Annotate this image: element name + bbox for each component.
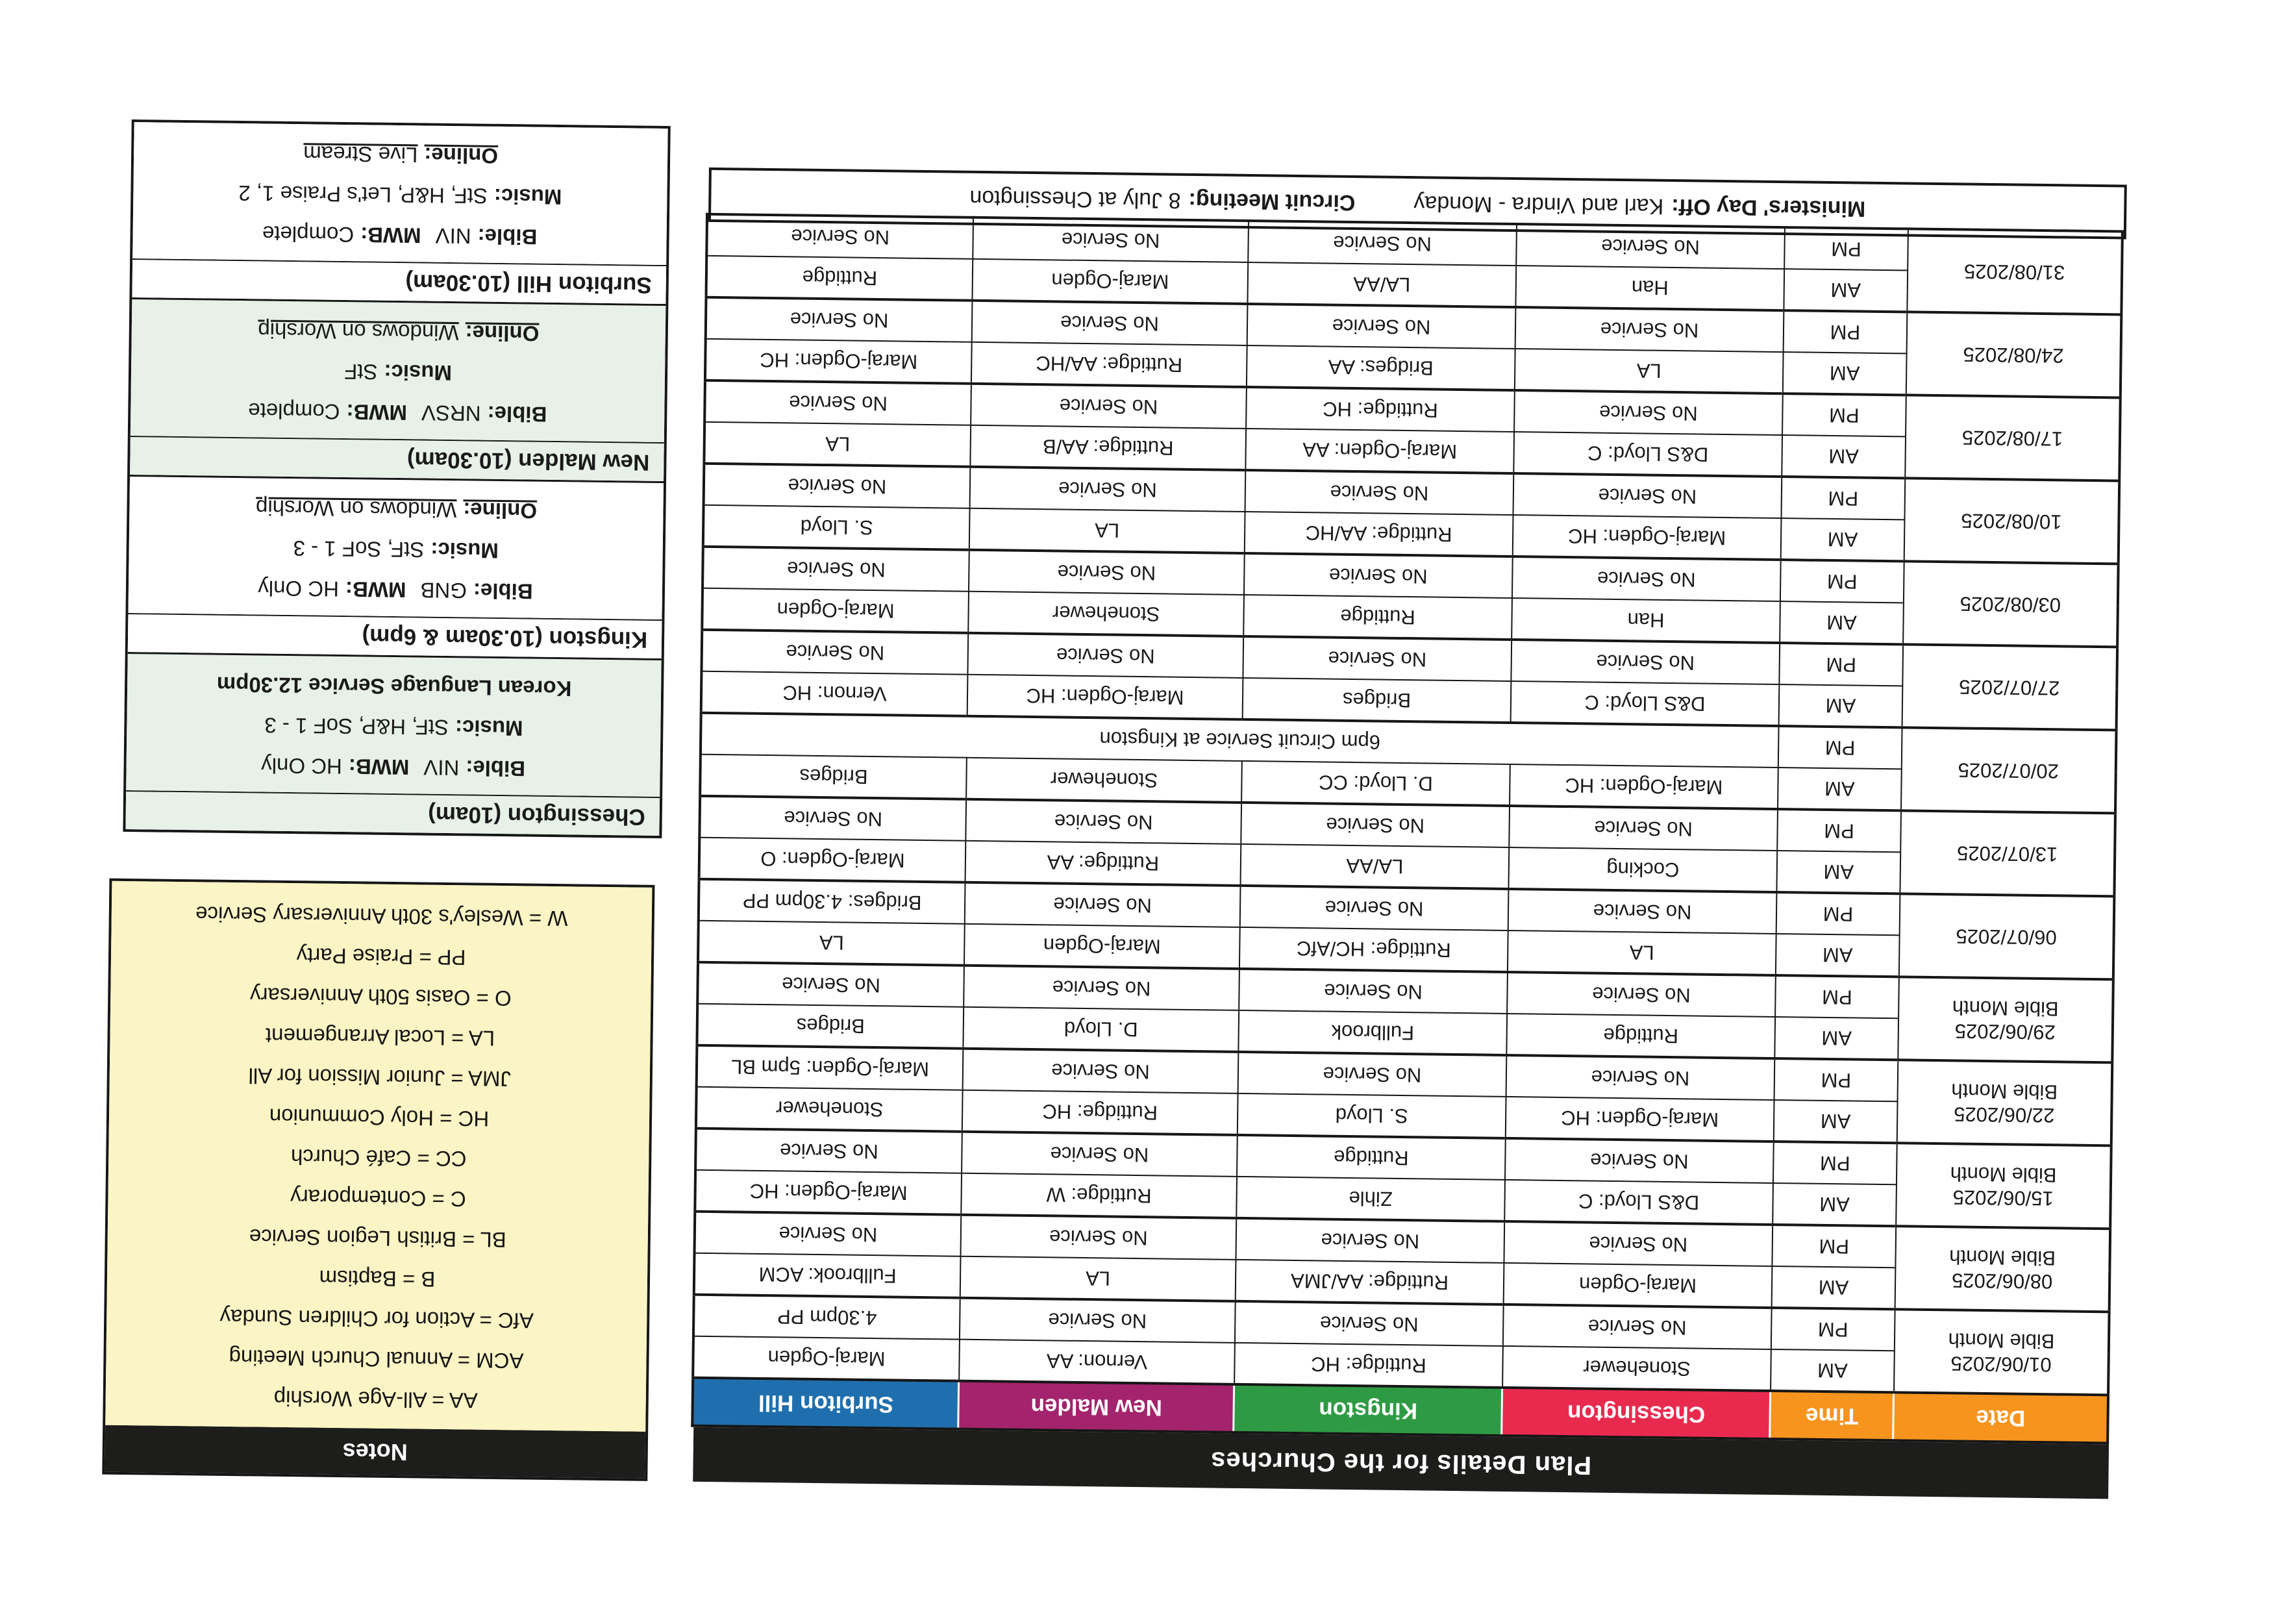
service-cell: Vernon: HC	[701, 671, 968, 716]
online-line: Online:Live Stream	[303, 142, 499, 168]
service-cell: Ruttidge: AA/HC	[1245, 512, 1513, 556]
service-cell: No Service	[972, 301, 1248, 345]
service-cell: Maraj-Ogden: AA	[1245, 429, 1514, 473]
time-cell: PM	[1772, 1225, 1896, 1268]
service-cell: Ruttidge: AA	[965, 841, 1241, 886]
date-block	[693, 1295, 2109, 1395]
note-item: ACM = Annual Church Meeting	[229, 1345, 524, 1373]
bible-line: Bible:NIVMWB:HC Only	[260, 753, 526, 781]
circuit-service-cell: 6pm Circuit Service at Kingston	[701, 713, 1779, 768]
service-cell: No Service	[1515, 307, 1784, 352]
time-cell: PM	[1773, 1142, 1897, 1184]
service-cell: No Service	[697, 962, 964, 1007]
ministers-day-off-value: Karl and Vindra - Monday	[1413, 191, 1664, 219]
service-cell: Ruttidge: HC	[962, 1090, 1238, 1135]
service-cell: Ruttidge	[1506, 1014, 1775, 1058]
service-cell: Stonehewer	[966, 758, 1242, 803]
date-block	[699, 796, 2115, 897]
bible-line: Bible:NRSVMWB:Complete	[248, 399, 547, 427]
plan-table	[691, 213, 2124, 1445]
date-block	[694, 1212, 2110, 1312]
service-cell: LA	[969, 508, 1245, 553]
service-cell: S. Lloyd	[1238, 1093, 1506, 1138]
date-block	[702, 547, 2118, 647]
time-cell: AM	[1773, 1183, 1897, 1226]
time-cell: PM	[1784, 310, 1908, 353]
date-block	[697, 962, 2113, 1063]
service-cell: Stonehewer	[1502, 1346, 1771, 1391]
service-cell: D&S Lloyd: C	[1504, 1180, 1773, 1225]
music-line: Music:StF, SoF 1 - 3	[293, 536, 499, 563]
note-item: BL = British Legion Service	[249, 1225, 506, 1253]
col-header-kingston: Kingston	[1234, 1384, 1502, 1436]
service-cell: No Service	[1235, 1301, 1504, 1346]
time-cell: PM	[1784, 227, 1908, 270]
service-cell: D&S Lloyd: C	[1513, 432, 1782, 477]
date-block	[700, 713, 2116, 814]
circuit-meeting-value: 8 July at Chessington	[969, 186, 1181, 214]
service-cell: Maraj-Ogden	[972, 259, 1248, 304]
service-cell: Maraj-Ogden: HC	[967, 675, 1243, 719]
note-item: O = Oasis 50th Anniversary	[249, 983, 512, 1011]
service-cell: Ruttidge: W	[961, 1173, 1237, 1218]
time-cell: PM	[1771, 1308, 1895, 1351]
service-cell: No Service	[703, 547, 969, 592]
service-cell: Maraj-Ogden	[1504, 1263, 1773, 1308]
time-cell: AM	[1776, 851, 1900, 893]
date-cell: 01/06/2025 Bible Month	[1894, 1309, 2109, 1395]
service-cell: No Service	[1243, 636, 1512, 681]
service-cell: Zihle	[1236, 1177, 1505, 1221]
service-cell: No Service	[706, 297, 973, 342]
time-cell: AM	[1774, 1017, 1898, 1060]
note-item: C = Contemporary	[290, 1185, 466, 1212]
note-item: W = Wesley's 30th Anniversary Service	[195, 902, 568, 931]
date-cell: 22/06/2025 Bible Month	[1897, 1060, 2113, 1145]
date-cell: 17/08/2025	[1905, 395, 2121, 481]
service-cell: LA/AA	[1247, 262, 1516, 307]
date-cell: 20/07/2025	[1901, 727, 2117, 813]
service-cell: No Service	[960, 1298, 1236, 1343]
service-cell: Ruttidge	[1237, 1135, 1506, 1180]
time-cell: AM	[1784, 269, 1908, 312]
service-cell: No Service	[695, 1212, 962, 1256]
notes-title: Notes	[105, 1425, 645, 1479]
time-cell: AM	[1779, 684, 1903, 727]
time-cell: PM	[1774, 1058, 1898, 1101]
service-cell: No Service	[1248, 221, 1517, 266]
service-cell: Maraj-Ogden	[693, 1336, 960, 1381]
service-cell: No Service	[964, 966, 1239, 1010]
service-cell: No Service	[1507, 972, 1776, 1017]
service-cell: Maraj-Ogden: 5pm BL	[697, 1045, 964, 1090]
service-cell: No Service	[1240, 886, 1509, 931]
time-cell: PM	[1780, 560, 1904, 603]
time-cell: AM	[1771, 1349, 1895, 1392]
music-line: Music:StF, H&P, SoF 1 - 3	[264, 713, 523, 741]
church-info-section	[123, 119, 670, 838]
service-cell: Fullbrook	[1238, 1010, 1507, 1055]
service-cell: No Service	[704, 464, 971, 508]
service-cell: No Service	[1514, 390, 1783, 435]
service-cell: Maraj-Ogden: HC	[1506, 1097, 1774, 1142]
service-cell: No Service	[973, 218, 1249, 262]
music-line: Music:StF, H&P, Let's Praise 1, 2	[238, 181, 562, 210]
service-cell: No Service	[1516, 224, 1785, 269]
date-cell: 29/06/2025 Bible Month	[1898, 977, 2113, 1062]
time-cell: PM	[1776, 892, 1900, 935]
time-cell: AM	[1772, 1266, 1896, 1309]
time-cell: AM	[1780, 601, 1904, 644]
service-cell: No Service	[965, 882, 1241, 927]
service-cell: No Service	[1504, 1221, 1773, 1266]
date-cell: 10/08/2025	[1904, 478, 2120, 564]
service-cell: No Service	[965, 799, 1241, 844]
church-box-chessington	[125, 654, 661, 836]
service-cell: No Service	[706, 214, 973, 259]
note-item: CC = Café Church	[290, 1145, 467, 1171]
service-cell: D. Lloyd: CC	[1241, 761, 1510, 806]
notes-section	[102, 879, 654, 1481]
service-cell: Ruttidge	[706, 256, 973, 301]
time-cell: AM	[1774, 1100, 1898, 1143]
korean-service-line: Korean Language Service 12.30pm	[216, 672, 572, 701]
date-block	[705, 297, 2121, 398]
church-name: Surbiton Hill (10.30am)	[132, 258, 666, 304]
online-line: Online:Windows on Worship	[258, 318, 540, 346]
church-name: Kingston (10.30am & 6pm)	[128, 613, 662, 658]
date-block	[698, 879, 2114, 980]
service-cell: No Service	[699, 796, 966, 841]
service-cell: Bridges: 4.30pm PP	[699, 879, 965, 924]
service-cell: Ruttidge: AA/JMA	[1236, 1260, 1504, 1305]
time-cell: PM	[1775, 975, 1899, 1018]
col-header-time: Time	[1770, 1391, 1894, 1440]
service-cell: Maraj-Ogden: HC	[1510, 764, 1778, 809]
time-cell: AM	[1781, 518, 1905, 561]
time-cell: PM	[1779, 643, 1903, 686]
service-cell: D. Lloyd	[963, 1007, 1239, 1052]
service-cell: Vernon: AA	[959, 1340, 1235, 1384]
time-cell: AM	[1778, 768, 1902, 810]
time-cell: PM	[1782, 394, 1906, 436]
service-cell: No Service	[963, 1049, 1239, 1093]
bible-line: Bible:GNBMWB:HC Only	[258, 576, 533, 604]
service-cell: No Service	[1239, 969, 1508, 1014]
service-cell: S. Lloyd	[703, 505, 970, 550]
service-cell: Ruttidge: HC	[1234, 1343, 1503, 1388]
service-cell: LA	[1515, 349, 1784, 394]
notes-body	[105, 881, 652, 1432]
service-cell: No Service	[1508, 889, 1777, 934]
service-cell: Han	[1512, 598, 1780, 643]
time-cell: AM	[1776, 934, 1900, 977]
service-cell: Maraj-Ogden	[702, 588, 969, 633]
service-cell: Maraj-Ogden	[964, 924, 1240, 969]
note-item: PP = Praise Party	[296, 943, 466, 970]
col-header-chessington: Chessington	[1502, 1388, 1771, 1439]
service-cell: Maraj-Ogden: O	[699, 838, 966, 882]
online-line: Online:Windows on Worship	[255, 495, 538, 523]
service-cell: Stonehewer	[696, 1087, 963, 1132]
service-cell: LA/AA	[1240, 844, 1509, 889]
service-cell: No Service	[1506, 1055, 1775, 1100]
date-cell: 06/07/2025	[1899, 893, 2115, 979]
church-box-new-malden	[130, 299, 666, 483]
service-cell: Bridges	[697, 1004, 964, 1049]
bible-line: Bible:NIVMWB:Complete	[262, 221, 538, 249]
service-cell: No Service	[1238, 1052, 1507, 1097]
date-block	[703, 464, 2119, 564]
service-cell: Maraj-Ogden: HC	[705, 339, 972, 384]
date-cell: 08/06/2025 Bible Month	[1895, 1226, 2111, 1312]
church-name: New Malden (10.30am)	[130, 436, 664, 481]
service-cell: Fullbrook: ACM	[694, 1253, 961, 1298]
service-cell: No Service	[701, 630, 968, 675]
note-item: B = Baptism	[319, 1266, 436, 1292]
service-cell: No Service	[969, 550, 1245, 595]
date-block	[701, 630, 2117, 731]
service-cell: No Service	[962, 1132, 1238, 1177]
church-box-surbiton-hill	[132, 122, 667, 306]
time-cell: PM	[1777, 809, 1901, 852]
service-cell: Maraj-Ogden: HC	[1513, 515, 1782, 560]
service-cell: No Service	[960, 1215, 1236, 1260]
ministers-day-off-label: Ministers' Day Off:	[1671, 194, 1866, 222]
col-header-new-malden: New Malden	[958, 1381, 1234, 1432]
service-cell: No Service	[1505, 1138, 1774, 1183]
note-item: AA = All-Age Worship	[273, 1386, 478, 1413]
service-cell: No Service	[1509, 806, 1778, 851]
service-cell: LA	[704, 422, 971, 467]
col-header-date: Date	[1893, 1392, 2108, 1443]
service-cell: No Service	[1503, 1305, 1772, 1349]
date-cell: 27/07/2025	[1902, 644, 2118, 730]
note-item: LA = Local Arrangement	[265, 1023, 495, 1051]
service-cell: D&S Lloyd: C	[1511, 681, 1780, 726]
time-cell: PM	[1781, 477, 1905, 519]
service-cell: No Service	[704, 381, 971, 425]
time-cell: AM	[1783, 352, 1907, 395]
service-cell: Ruttidge: HC/AfC	[1239, 927, 1508, 972]
service-cell: Ruttidge: HC	[1246, 387, 1515, 432]
date-block	[695, 1129, 2111, 1229]
service-cell: No Service	[967, 633, 1243, 678]
service-cell: Cocking	[1508, 847, 1777, 892]
service-cell: LA	[698, 921, 965, 966]
church-box-kingston	[128, 477, 664, 660]
time-cell: AM	[1782, 435, 1906, 478]
service-cell: No Service	[1247, 304, 1516, 349]
date-cell: 31/08/2025	[1907, 229, 2122, 314]
service-cell: 4.30pm PP	[693, 1295, 960, 1340]
service-cell: No Service	[1513, 473, 1782, 518]
date-cell: 13/07/2025	[1900, 810, 2115, 896]
service-cell: No Service	[1244, 553, 1513, 598]
service-cell: No Service	[1241, 803, 1510, 847]
date-block	[704, 381, 2120, 481]
service-cell: Bridges	[1243, 678, 1512, 723]
date-block	[696, 1045, 2112, 1146]
music-line: Music:StF	[343, 360, 453, 386]
service-cell: No Service	[970, 467, 1246, 512]
circuit-meeting-label: Circuit Meeting:	[1188, 188, 1356, 216]
date-cell: 24/08/2025	[1906, 312, 2122, 397]
plan-table-section	[693, 213, 2124, 1499]
note-item: AfC = Action for Children Sunday	[219, 1305, 534, 1333]
service-cell: Ruttidge: AA/HC	[971, 342, 1247, 387]
note-item: JMA = Junior Mission for All	[248, 1064, 512, 1092]
service-cell: No Service	[1236, 1218, 1504, 1263]
service-cell: Han	[1515, 266, 1784, 310]
service-cell: No Service	[971, 384, 1247, 429]
church-name: Chessington (10am)	[125, 790, 660, 836]
service-cell: LA	[960, 1256, 1236, 1301]
service-cell: Bridges	[700, 755, 967, 799]
time-cell: PM	[1778, 726, 1902, 769]
service-cell: No Service	[1245, 470, 1514, 515]
service-cell: No Service	[1511, 640, 1780, 684]
service-cell: No Service	[1512, 556, 1781, 601]
service-cell: Bridges: AA	[1247, 345, 1515, 390]
service-cell: No Service	[695, 1129, 962, 1173]
date-cell: 03/08/2025	[1903, 561, 2119, 647]
date-cell: 15/06/2025 Bible Month	[1896, 1143, 2111, 1229]
service-cell: LA	[1508, 931, 1776, 975]
service-cell: Ruttidge: AA/B	[970, 425, 1246, 470]
note-item: HC = Holy Communion	[269, 1104, 490, 1131]
service-cell: Maraj-Ogden: HC	[695, 1170, 962, 1215]
col-header-surbiton-hill: Surbiton Hill	[692, 1378, 959, 1429]
service-cell: Stonehewer	[968, 592, 1244, 636]
service-cell: Ruttidge	[1243, 595, 1512, 640]
page-title: Plan Details for the Churches	[693, 1427, 2109, 1499]
